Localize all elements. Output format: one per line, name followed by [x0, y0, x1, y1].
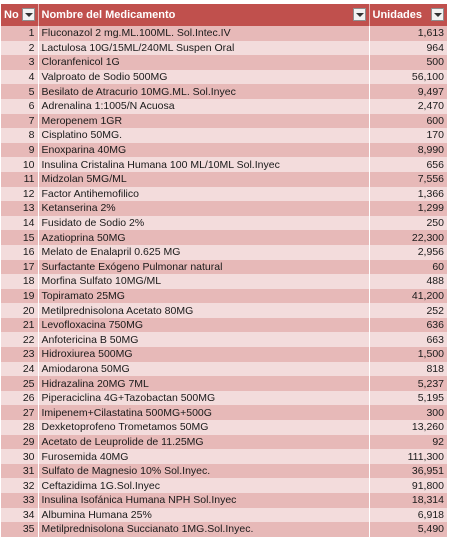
- row-number-cell[interactable]: 7: [1, 114, 38, 129]
- table-body: [1, 26, 447, 537]
- table-row: [1, 449, 447, 464]
- row-number-cell[interactable]: 32: [1, 478, 38, 493]
- table-row: [1, 508, 447, 523]
- table-row: [1, 376, 447, 391]
- table-row: [1, 201, 447, 216]
- units-cell[interactable]: 964: [369, 41, 447, 56]
- table-row: [1, 347, 447, 362]
- medication-name-cell[interactable]: Dexketoprofeno Trometamos 50MG: [38, 420, 369, 435]
- medication-name-cell[interactable]: Sulfato de Magnesio 10% Sol.Inyec.: [38, 464, 369, 479]
- row-number-cell[interactable]: 34: [1, 508, 38, 523]
- table-row: [1, 128, 447, 143]
- row-number-cell[interactable]: 3: [1, 55, 38, 70]
- table-row: [1, 274, 447, 289]
- row-number-cell[interactable]: 11: [1, 172, 38, 187]
- medication-name-cell[interactable]: Cloranfenicol 1G: [38, 55, 369, 70]
- medication-name-cell[interactable]: Furosemida 40MG: [38, 449, 369, 464]
- medication-name-cell[interactable]: Melato de Enalapril 0.625 MG: [38, 245, 369, 260]
- row-number-cell[interactable]: 1: [1, 26, 38, 41]
- units-cell[interactable]: 5,490: [369, 522, 447, 537]
- row-number-cell[interactable]: 17: [1, 260, 38, 275]
- row-number-cell[interactable]: 5: [1, 84, 38, 99]
- row-number-cell[interactable]: 15: [1, 230, 38, 245]
- table-row: [1, 55, 447, 70]
- medication-name-cell[interactable]: Enoxparina 40MG: [38, 143, 369, 158]
- units-cell[interactable]: 252: [369, 303, 447, 318]
- units-cell[interactable]: 2,956: [369, 245, 447, 260]
- table-row: [1, 289, 447, 304]
- medication-name-cell[interactable]: Albumina Humana 25%: [38, 508, 369, 523]
- units-cell[interactable]: 60: [369, 260, 447, 275]
- units-cell[interactable]: 250: [369, 216, 447, 231]
- row-number-cell[interactable]: 21: [1, 318, 38, 333]
- units-cell[interactable]: 1,299: [369, 201, 447, 216]
- table-row: [1, 114, 447, 129]
- medication-name-cell[interactable]: Cisplatino 50MG.: [38, 128, 369, 143]
- table-row: [1, 522, 447, 537]
- medication-name-cell[interactable]: Morfina Sulfato 10MG/ML: [38, 274, 369, 289]
- filter-dropdown-icon[interactable]: [431, 8, 444, 21]
- row-number-cell[interactable]: 2: [1, 41, 38, 56]
- units-cell[interactable]: 92: [369, 435, 447, 450]
- row-number-cell[interactable]: 28: [1, 420, 38, 435]
- units-cell[interactable]: 663: [369, 332, 447, 347]
- row-number-cell[interactable]: 26: [1, 391, 38, 406]
- units-cell[interactable]: 91,800: [369, 478, 447, 493]
- units-cell[interactable]: 636: [369, 318, 447, 333]
- table-row: [1, 405, 447, 420]
- table-row: [1, 143, 447, 158]
- table-row: [1, 187, 447, 202]
- units-cell[interactable]: 18,314: [369, 493, 447, 508]
- row-number-cell[interactable]: 6: [1, 99, 38, 114]
- filter-dropdown-icon[interactable]: [353, 8, 366, 21]
- spreadsheet-table-region: [1, 4, 447, 537]
- units-cell[interactable]: 56,100: [369, 70, 447, 85]
- units-cell[interactable]: 300: [369, 405, 447, 420]
- row-number-cell[interactable]: 10: [1, 157, 38, 172]
- table-row: [1, 172, 447, 187]
- row-number-cell[interactable]: 27: [1, 405, 38, 420]
- table-row: [1, 99, 447, 114]
- table-row: [1, 362, 447, 377]
- row-number-cell[interactable]: 30: [1, 449, 38, 464]
- table-row: [1, 420, 447, 435]
- table-row: [1, 478, 447, 493]
- row-number-cell[interactable]: 16: [1, 245, 38, 260]
- medication-name-cell[interactable]: Lactulosa 10G/15ML/240ML Suspen Oral: [38, 41, 369, 56]
- medication-name-cell[interactable]: Hidrazalina 20MG 7ML: [38, 376, 369, 391]
- units-cell[interactable]: 818: [369, 362, 447, 377]
- medication-name-cell[interactable]: Adrenalina 1:1005/N Acuosa: [38, 99, 369, 114]
- table-row: [1, 230, 447, 245]
- row-number-cell[interactable]: 14: [1, 216, 38, 231]
- units-cell[interactable]: 1,613: [369, 26, 447, 41]
- table-row: [1, 260, 447, 275]
- header-name: [38, 4, 369, 26]
- row-number-cell[interactable]: 22: [1, 332, 38, 347]
- table-row: [1, 435, 447, 450]
- table-row: [1, 245, 447, 260]
- header-units: [369, 4, 447, 26]
- medication-table: [1, 4, 447, 537]
- row-number-cell[interactable]: 20: [1, 303, 38, 318]
- medication-name-cell[interactable]: Insulina Cristalina Humana 100 ML/10ML Sol.Inyec: [38, 157, 369, 172]
- row-number-cell[interactable]: 18: [1, 274, 38, 289]
- row-number-cell[interactable]: 33: [1, 493, 38, 508]
- medication-name-cell[interactable]: Anfotericina B 50MG: [38, 332, 369, 347]
- units-cell[interactable]: 1,366: [369, 187, 447, 202]
- medication-name-cell[interactable]: Besilato de Atracurio 10MG.ML. Sol.Inyec: [38, 84, 369, 99]
- medication-name-cell[interactable]: Acetato de Leuprolide de 11.25MG: [38, 435, 369, 450]
- table-row: [1, 318, 447, 333]
- medication-name-cell[interactable]: Fluconazol 2 mg.ML.100ML. Sol.Intec.IV: [38, 26, 369, 41]
- units-cell[interactable]: 2,470: [369, 99, 447, 114]
- medication-name-cell[interactable]: Valproato de Sodio 500MG: [38, 70, 369, 85]
- medication-name-cell[interactable]: Fusidato de Sodio 2%: [38, 216, 369, 231]
- medication-name-cell[interactable]: Levofloxacina 750MG: [38, 318, 369, 333]
- units-cell[interactable]: 488: [369, 274, 447, 289]
- table-row: [1, 41, 447, 56]
- units-cell[interactable]: 500: [369, 55, 447, 70]
- medication-name-cell[interactable]: Amiodarona 50MG: [38, 362, 369, 377]
- table-row: [1, 70, 447, 85]
- medication-name-cell[interactable]: Azatioprina 50MG: [38, 230, 369, 245]
- row-number-cell[interactable]: 23: [1, 347, 38, 362]
- row-number-cell[interactable]: 4: [1, 70, 38, 85]
- medication-name-cell[interactable]: Insulina Isofánica Humana NPH Sol.Inyec: [38, 493, 369, 508]
- units-cell[interactable]: 13,260: [369, 420, 447, 435]
- units-cell[interactable]: 1,500: [369, 347, 447, 362]
- units-cell[interactable]: 36,951: [369, 464, 447, 479]
- header-units-label: Unidades: [372, 9, 423, 21]
- units-cell[interactable]: 656: [369, 157, 447, 172]
- row-number-cell[interactable]: 8: [1, 128, 38, 143]
- units-cell[interactable]: 6,918: [369, 508, 447, 523]
- row-number-cell[interactable]: 19: [1, 289, 38, 304]
- filter-dropdown-icon[interactable]: [22, 8, 35, 21]
- medication-name-cell[interactable]: Metilprednisolona Acetato 80MG: [38, 303, 369, 318]
- row-number-cell[interactable]: 9: [1, 143, 38, 158]
- units-cell[interactable]: 5,195: [369, 391, 447, 406]
- row-number-cell[interactable]: 35: [1, 522, 38, 537]
- units-cell[interactable]: 9,497: [369, 84, 447, 99]
- medication-name-cell[interactable]: Surfactante Exógeno Pulmonar natural: [38, 260, 369, 275]
- row-number-cell[interactable]: 24: [1, 362, 38, 377]
- row-number-cell[interactable]: 31: [1, 464, 38, 479]
- medication-name-cell[interactable]: Meropenem 1GR: [38, 114, 369, 129]
- medication-name-cell[interactable]: Hidroxiurea 500MG: [38, 347, 369, 362]
- table-row: [1, 493, 447, 508]
- units-cell[interactable]: 5,237: [369, 376, 447, 391]
- table-row: [1, 216, 447, 231]
- table-row: [1, 332, 447, 347]
- header-row: [1, 4, 447, 26]
- row-number-cell[interactable]: 13: [1, 201, 38, 216]
- table-row: [1, 391, 447, 406]
- medication-name-cell[interactable]: Imipenem+Cilastatina 500MG+500G: [38, 405, 369, 420]
- units-cell[interactable]: 170: [369, 128, 447, 143]
- table-row: [1, 157, 447, 172]
- units-cell[interactable]: 7,556: [369, 172, 447, 187]
- medication-name-cell[interactable]: Metilprednisolona Succianato 1MG.Sol.Inyec.: [38, 522, 369, 537]
- medication-name-cell[interactable]: Topiramato 25MG: [38, 289, 369, 304]
- units-cell[interactable]: 8,990: [369, 143, 447, 158]
- row-number-cell[interactable]: 12: [1, 187, 38, 202]
- table-row: [1, 303, 447, 318]
- table-row: [1, 84, 447, 99]
- header-no: [1, 4, 38, 26]
- units-cell[interactable]: 41,200: [369, 289, 447, 304]
- medication-name-cell[interactable]: Factor Antihemofilico: [38, 187, 369, 202]
- row-number-cell[interactable]: 25: [1, 376, 38, 391]
- table-row: [1, 464, 447, 479]
- row-number-cell[interactable]: 29: [1, 435, 38, 450]
- units-cell[interactable]: 600: [369, 114, 447, 129]
- units-cell[interactable]: 111,300: [369, 449, 447, 464]
- medication-name-cell[interactable]: Piperaciclina 4G+Tazobactan 500MG: [38, 391, 369, 406]
- table-row: [1, 26, 447, 41]
- units-cell[interactable]: 22,300: [369, 230, 447, 245]
- header-name-label: Nombre del Medicamento: [41, 9, 176, 21]
- medication-name-cell[interactable]: Ketanserina 2%: [38, 201, 369, 216]
- medication-name-cell[interactable]: Ceftazidima 1G.Sol.Inyec: [38, 478, 369, 493]
- header-no-label: No: [4, 9, 19, 21]
- medication-name-cell[interactable]: Midzolan 5MG/ML: [38, 172, 369, 187]
